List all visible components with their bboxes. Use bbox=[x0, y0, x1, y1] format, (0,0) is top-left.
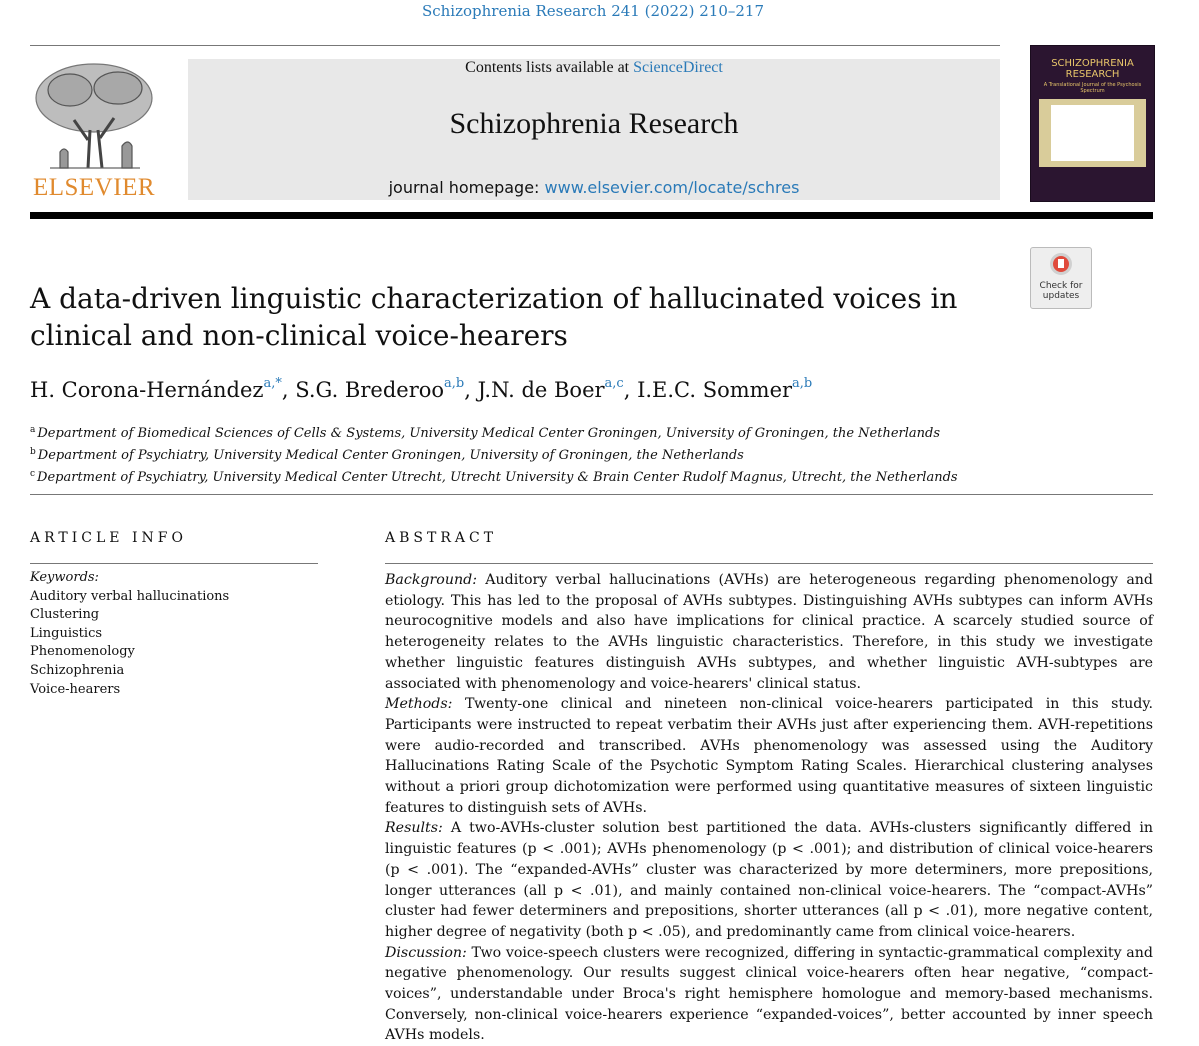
keywords-block bbox=[30, 569, 229, 699]
elsevier-logo[interactable] bbox=[30, 60, 158, 202]
header-bottom-bar bbox=[30, 212, 1153, 219]
homepage-link[interactable]: www.elsevier.com/locate/schres bbox=[544, 178, 800, 197]
abstract-section-label: Background: bbox=[385, 572, 477, 588]
cover-title-line-1: SCHIZOPHRENIA bbox=[1051, 58, 1134, 69]
author-name[interactable]: S.G. Brederoo bbox=[295, 378, 445, 402]
article-info-rule bbox=[30, 563, 318, 564]
abstract-methods bbox=[385, 694, 1153, 818]
author-name[interactable]: J.N. de Boer bbox=[477, 378, 605, 402]
journal-citation[interactable]: Schizophrenia Research 241 (2022) 210–217 bbox=[421, 2, 765, 20]
contents-prefix: Contents lists available at bbox=[465, 59, 634, 76]
abstract-section-text: A two-AVHs-cluster solution best partitioned the data. AVHs-clusters significantly differed in linguistic features (p < .001); AVHs phenomenology (p < .001); and distribution of clinical voice-hearers (p < .001). The “expanded-AVHs” cluster was characterized by more determiners, more prepositions, longer utterances (all p < .01), and mainly contained non-clinical voice-hearers. The “compact-AVHs” cluster had fewer determiners and prepositions, shorter utterances (all p < .01), more negative content, higher degree of negativity (both p < .05), and predominantly came from clinical voice-hearers. bbox=[385, 820, 1153, 940]
article-title: A data-driven linguistic characterization of hallucinated voices in clinical and non-clinical voice-hearers bbox=[30, 282, 958, 352]
journal-title: Schizophrenia Research bbox=[449, 107, 739, 140]
keywords-label: Keywords: bbox=[30, 570, 99, 585]
journal-masthead bbox=[188, 59, 1000, 200]
abstract-body bbox=[385, 570, 1153, 1046]
author-affiliation-marker[interactable]: a,* bbox=[263, 376, 282, 391]
abstract-background bbox=[385, 570, 1153, 694]
author-affiliation-marker[interactable]: a,b bbox=[444, 376, 465, 391]
cover-title bbox=[1031, 58, 1154, 80]
abstract-section-text: Twenty-one clinical and nineteen non-clinical voice-hearers participated in this study. Participants were instructed to repeat verbatim their AVHs just after experiencing them. AVH-repetitions were audio-recorded and transcribed. AVHs phenomenology was assessed using the Auditory Hallucinations Rating Scale of the Psychotic Symptom Rating Scales. Hierarchical clustering analyses without a priori group dichotomization were performed using quantitative measures of sixteen linguistic features to distinguish sets of AVHs. bbox=[385, 696, 1153, 816]
affiliation-item: $^c$ Department of Psychiatry, University Medical Center Utrecht, Utrecht University & Brain Center Rudolf Magnus, Utrecht, the Netherlands bbox=[30, 469, 958, 485]
sciencedirect-link[interactable]: ScienceDirect bbox=[633, 59, 723, 76]
keyword-item: Auditory verbal hallucinations bbox=[30, 588, 230, 604]
affiliation-list bbox=[30, 421, 958, 487]
author-affiliation-marker[interactable]: a,c bbox=[604, 376, 624, 391]
publisher-name: ELSEVIER bbox=[32, 174, 156, 201]
keyword-item: Voice-hearers bbox=[30, 681, 121, 697]
keyword-item: Phenomenology bbox=[30, 644, 135, 660]
author-name[interactable]: H. Corona-Hernández bbox=[30, 378, 264, 402]
section-divider bbox=[30, 494, 1153, 495]
abstract-heading: ABSTRACT bbox=[385, 530, 498, 546]
journal-cover[interactable] bbox=[1030, 45, 1155, 202]
author-affiliation-marker[interactable]: a,b bbox=[792, 376, 813, 391]
affiliation-item: $^a$ Department of Biomedical Sciences of Cells & Systems, University Medical Center Groningen, University of Groningen, the Netherlands bbox=[30, 425, 941, 441]
abstract-results bbox=[385, 818, 1153, 942]
header-divider bbox=[30, 45, 1000, 46]
cover-title-line-2: RESEARCH bbox=[1065, 69, 1120, 80]
cover-subtitle: A Translational Journal of the Psychosis Spectrum bbox=[1043, 82, 1142, 94]
homepage-line bbox=[188, 178, 1000, 197]
abstract-section-label: Results: bbox=[385, 820, 443, 837]
cover-image-frame bbox=[1039, 99, 1146, 167]
author-name[interactable]: I.E.C. Sommer bbox=[637, 378, 793, 402]
author-list: H. Corona-Hernández$^{a,*}$, S.G. Brederoo$^{a,b}$, J.N. de Boer$^{a,c}$, I.E.C. Sommer$^{a,b}$ bbox=[30, 376, 813, 402]
abstract-section-label: Methods: bbox=[385, 696, 453, 713]
keyword-item: Clustering bbox=[30, 607, 100, 623]
abstract-rule bbox=[385, 563, 1153, 564]
abstract-section-text: Auditory verbal hallucinations (AVHs) are heterogeneous regarding phenomenology and etiology. This has led to the proposal of AVHs subtypes. Distinguishing AVHs subtypes can inform AVHs neurocognitive models and also have implications for clinical practice. A scarcely studied source of heterogeneity relates to the AVHs linguistic characteristics. Therefore, in this study we investigate whether linguistic features distinguish AVHs subtypes, and whether linguistic AVH-subtypes are associated with phenomenology and voice-hearers' clinical status. bbox=[385, 572, 1153, 692]
contents-line bbox=[188, 59, 1000, 77]
keyword-item: Schizophrenia bbox=[30, 662, 125, 678]
abstract-section-text: Two voice-speech clusters were recognized, differing in syntactic-grammatical complexity and negative phenomenology. Our results suggest clinical voice-hearers often hear negative, “compact-voices”, understandable under Broca's right hemisphere homologue and memory-based mechanisms. Conversely, non-clinical voice-hearers experience “expanded-voices”, better accounted by inner speech AVHs models. bbox=[385, 944, 1153, 1044]
check-for-updates-button[interactable] bbox=[1030, 247, 1092, 309]
abstract-discussion bbox=[385, 943, 1153, 1046]
keyword-item: Linguistics bbox=[30, 625, 103, 641]
article-info-heading: ARTICLE INFO bbox=[30, 530, 187, 546]
affiliation-item: $^b$ Department of Psychiatry, University Medical Center Groningen, University of Groningen, the Netherlands bbox=[30, 447, 744, 463]
check-for-updates-label: Check for updates bbox=[1039, 281, 1083, 301]
abstract-section-label: Discussion: bbox=[385, 944, 467, 961]
homepage-prefix: journal homepage: bbox=[388, 178, 545, 197]
bookmark-icon bbox=[1050, 253, 1072, 275]
tree-icon bbox=[30, 60, 158, 172]
